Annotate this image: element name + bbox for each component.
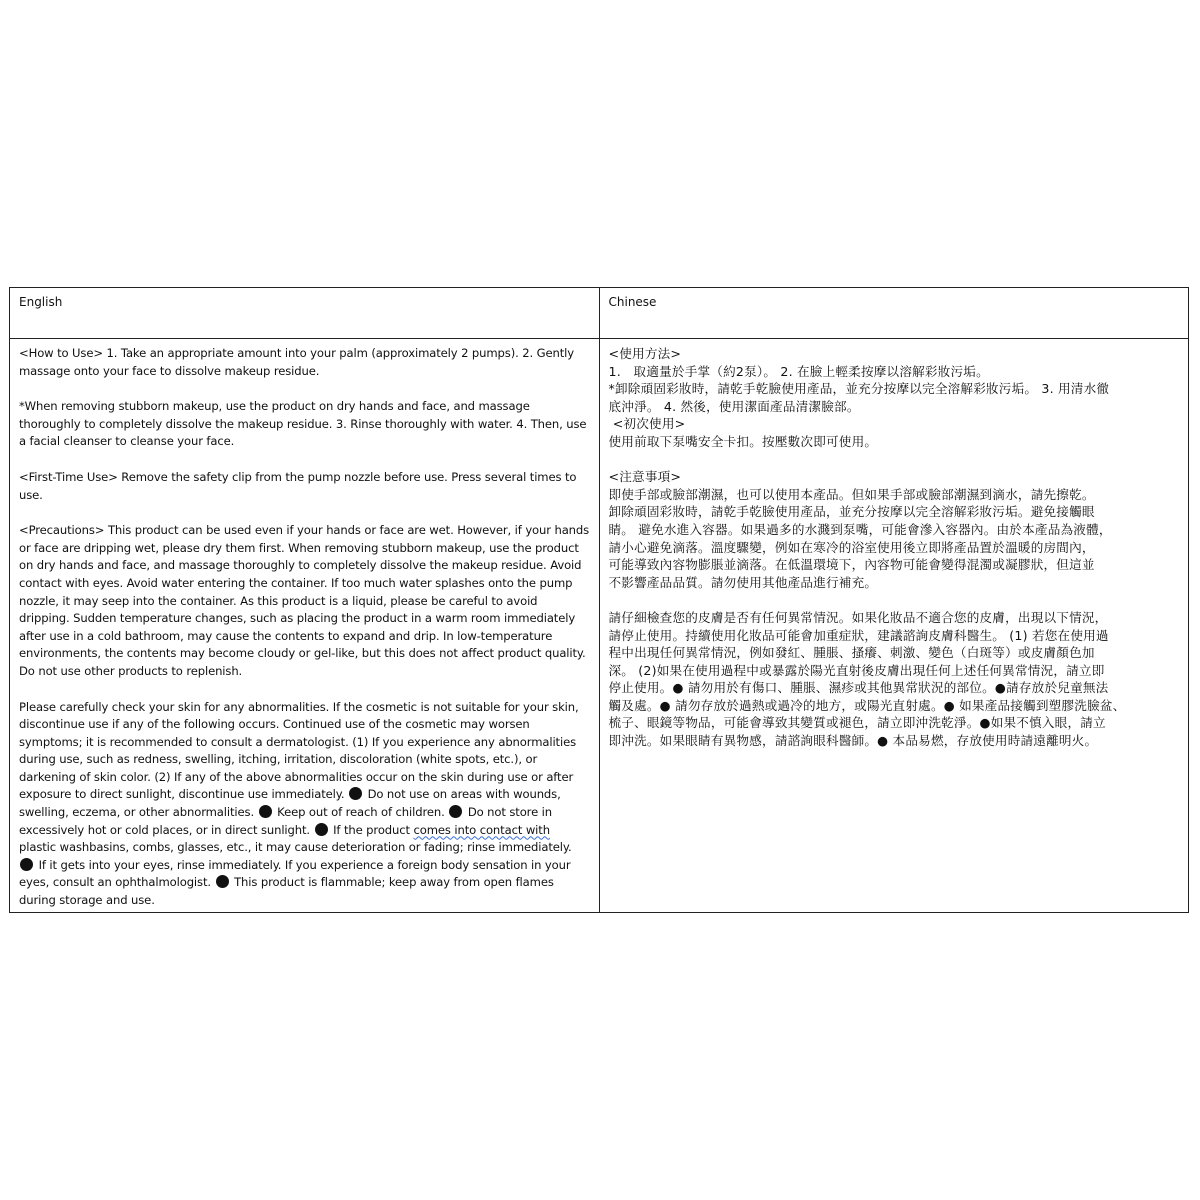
chinese-text-line: 1. 取適量於手掌（約2泵）。 2. 在臉上輕柔按摩以溶解彩妝污垢。 [608,363,989,379]
chinese-text-line: 觸及處。● 請勿存放於過熱或過冷的地方，或陽光直射處。● 如果產品接觸到塑膠洗臉盆、 [608,697,1126,713]
chinese-text-line: 可能導致內容物膨脹並滴落。在低溫環境下，內容物可能會變得混濁或凝膠狀，但這並 [608,557,1095,573]
chinese-text-line: 底沖淨。 4. 然後，使用潔面產品清潔臉部。 [608,398,860,414]
storage-warning: Do not store in excessively hot or cold places, or in direct sunlight. [19,805,552,837]
chinese-text-line: 即沖洗。如果眼睛有異物感，請諮詢眼科醫師。● 本品易燃，存放使用時請遠離明火。 [608,733,1098,749]
chinese-text-line: 使用前取下泵嘴安全卡扣。按壓數次即可使用。 [608,433,878,449]
chinese-text-line: 即使手部或臉部潮濕，也可以使用本產品。但如果手部或臉部潮濕到滴水，請先擦乾。 [608,486,1095,502]
precautions-paragraph: <Precautions> This product can be used even if your hands or face are wet. However, if your hands or face are dripping wet, please dry them first. When removing stubborn makeup, use the product on dry hands and face, and massage thoroughly to completely dissolve the makeup residue. Avoid contact with eyes. Avoid water entering the container. If too much water splashes onto the pump nozzle, it may seep into the container. As this product is a liquid, please be careful to avoid dripping. Sudden temperature changes, such as placing the product in a warm room immediately after use in a cold bathroom, may cause the contents to expand and drip. In low-temperature environments, the contents may become cloudy or gel-like, but this does not affect product quality. Do not use other products to replenish. [19,523,590,678]
chinese-text-line: 請仔細檢查您的皮膚是否有任何異常情況。如果化妝品不適合您的皮膚，出現以下情況， [608,609,1108,625]
paragraph-gap [609,451,1181,469]
english-header-cell [10,288,600,339]
contact-warning-start: If the product [329,822,414,837]
chinese-text-line: 程中出現任何異常情況，例如發紅、腫脹、搔癢、刺激、變色（白斑等）或皮膚顏色加 [608,645,1095,661]
contact-warning-end: plastic washbasins, combs, glasses, etc., it may cause deterioration or fading; rinse immediately. [19,840,572,855]
chinese-content [600,339,1189,750]
chinese-text-line: <初次使用> [608,416,686,432]
paragraph-gap [609,591,1181,609]
english-content [10,339,599,910]
eyes-warning: If it gets into your eyes, rinse immediately. If you experience a foreign body sensation in your eyes, consult an ophthalmologist. [19,857,571,890]
chinese-text-line: 停止使用。● 請勿用於有傷口、腫脹、濕疹或其他異常狀況的部位。●請存放於兒童無法 [608,680,1109,696]
chinese-header: Chinese [608,295,657,309]
chinese-text-line: <使用方法> [608,346,682,361]
bullet-dot-icon [216,875,229,888]
bilingual-instructions-table [9,287,1189,913]
bullet-dot-icon [349,787,362,800]
bullet-dot-icon [449,805,462,818]
skin-check-paragraph [19,699,591,910]
chinese-text-line: 梳子、眼鏡等物品，可能會導致其變質或褪色，請立即沖洗乾淨。●如果不慎入眼，請立 [608,715,1106,731]
chinese-content-cell [599,339,1189,913]
english-header: English [19,295,63,309]
chinese-text-line: 深。 (2)如果在使用過程中或暴露於陽光直射後皮膚出現任何上述任何異常情況，請立即 [608,662,1105,678]
content-row [10,339,1189,913]
chinese-header-cell [599,288,1189,339]
skin-check-text: Please carefully check your skin for any abnormalities. If the cosmetic is not suitable for your skin, discontinue use if any of the following occurs. Continued use of the cosmetic may worsen symptoms; it is recommended to consult a dermatologist. (1) If you experience any abnormalities during use, such as redness, swelling, itching, irritation, discoloration (white spots, etc.), or darkening of skin color. (2) If any of the above abnormalities occur on the skin during use or after exposure to direct sunlight, discontinue use immediately. [19,699,579,802]
bullet-dot-icon [259,805,272,818]
how-to-use-paragraph: <How to Use> 1. Take an appropriate amount into your palm (approximately 2 pumps). 2. Gently massage onto your face to dissolve makeup residue. [19,346,574,378]
chinese-text-line: *卸除頑固彩妝時，請乾手乾臉使用產品，並充分按摩以完全溶解彩妝污垢。 3. 用清水徹 [608,381,1110,397]
flammable-warning: This product is flammable; keep away from open flames during storage and use. [19,875,554,908]
chinese-text-line: 不影響產品品質。請勿使用其他產品進行補充。 [608,574,878,590]
stubborn-makeup-paragraph: *When removing stubborn makeup, use the product on dry hands and face, and massage thoroughly to completely dissolve the makeup residue. 3. Rinse thoroughly with water. 4. Then, use a facial cleanser to cleanse your face. [19,399,587,449]
children-warning: Keep out of reach of children. [273,805,445,820]
chinese-text-line: 請小心避免滴落。溫度驟變，例如在寒冷的浴室使用後立即將產品置於溫暖的房間內， [608,539,1095,555]
grammar-flagged-text: comes into contact with [413,822,550,837]
english-content-cell [10,339,600,913]
chinese-text-line: 睛。 避免水進入容器。如果過多的水濺到泵嘴，可能會滲入容器內。由於本產品為液體， [608,521,1112,537]
header-row [10,288,1189,339]
wounds-warning: Do not use on areas with wounds, swelling, eczema, or other abnormalities. [19,787,561,820]
chinese-text-line: 卸除頑固彩妝時，請乾手乾臉使用產品，並充分按摩以完全溶解彩妝污垢。避免接觸眼 [608,504,1095,520]
first-time-use-paragraph: <First-Time Use> Remove the safety clip from the pump nozzle before use. Press several times to use. [19,469,577,502]
bullet-dot-icon [315,823,328,836]
chinese-text-line: 請停止使用。持續使用化妝品可能會加重症狀，建議諮詢皮膚科醫生。 (1) 若您在使用過 [608,627,1109,643]
chinese-text-line: <注意事項> [608,469,682,485]
bullet-dot-icon [20,858,33,871]
